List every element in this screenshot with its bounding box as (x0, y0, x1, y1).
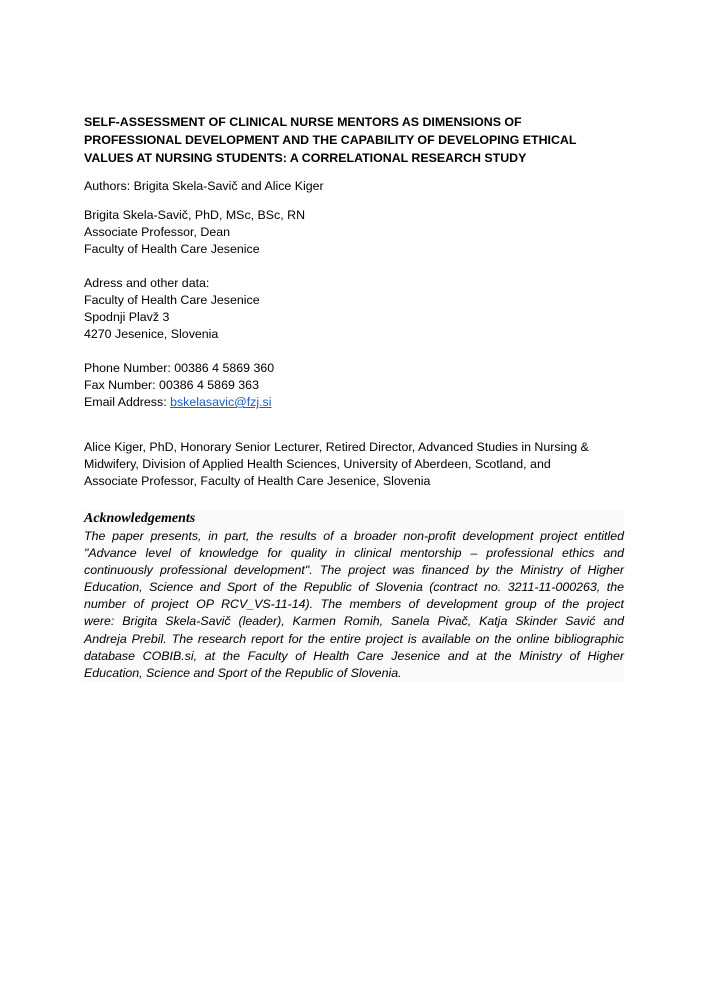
ack-line: continuously professional development". The project was financed by the Ministry of Higher (84, 563, 624, 578)
ack-line: Andreja Prebil. The research report for the entire project is available on the online bibliographic (84, 631, 624, 646)
title-line: VALUES AT NURSING STUDENTS: A CORRELATIONAL RESEARCH STUDY (84, 151, 527, 165)
address-line: Adress and other data: (84, 276, 210, 290)
author1-line: Faculty of Health Care Jesenice (84, 242, 260, 256)
email-link[interactable]: bskelasavic@fzj.si (170, 395, 272, 409)
acknowledgements-section (84, 510, 624, 682)
title-line: PROFESSIONAL DEVELOPMENT AND THE CAPABILITY OF DEVELOPING ETHICAL (84, 133, 577, 147)
author2-line: Alice Kiger, PhD, Honorary Senior Lecturer, Retired Director, Advanced Studies in Nursing & (84, 440, 589, 454)
authors-line: Authors: Brigita Skela-Savič and Alice Kiger (84, 179, 324, 193)
author2-line: Associate Professor, Faculty of Health Care Jesenice, Slovenia (84, 474, 431, 488)
title-line: SELF-ASSESSMENT OF CLINICAL NURSE MENTORS AS DIMENSIONS OF (84, 115, 522, 129)
fax-number: Fax Number: 00386 4 5869 363 (84, 378, 259, 392)
phone-number: Phone Number: 00386 4 5869 360 (84, 361, 275, 375)
address-line: Faculty of Health Care Jesenice (84, 293, 260, 307)
ack-line: database COBIB.si, at the Faculty of Health Care Jesenice and at the Ministry of Higher (84, 648, 624, 663)
author1-line: Associate Professor, Dean (84, 225, 231, 239)
ack-line: were: Brigita Skela-Savič (leader), Karmen Romih, Sanela Pivač, Katja Skinder Savić and (84, 614, 624, 629)
address-block (84, 275, 624, 343)
email-label: Email Address: (84, 395, 171, 409)
ack-line: "Advance level of knowledge for quality in clinical mentorship – professional ethics and (84, 546, 624, 561)
ack-line: Education, Science and Sport of the Republic of Slovenia. (84, 665, 402, 680)
author2-affiliation (84, 439, 624, 490)
address-line: 4270 Jesenice, Slovenia (84, 327, 219, 341)
acknowledgements-body (84, 528, 624, 682)
author1-line: Brigita Skela-Savič, PhD, MSc, BSc, RN (84, 208, 306, 222)
address-line: Spodnji Plavž 3 (84, 310, 170, 324)
ack-line: Education, Science and Sport of the Republic of Slovenia (contract no. 3211-11-000263, the (84, 580, 624, 595)
ack-line: The paper presents, in part, the results of a broader non-profit development project entitled (84, 529, 624, 543)
author2-line: Midwifery, Division of Applied Health Sciences, University of Aberdeen, Scotland, and (84, 457, 551, 471)
email-line (84, 394, 624, 411)
acknowledgements-heading: Acknowledgements (84, 511, 196, 526)
paper-title (84, 113, 624, 167)
author1-affiliation (84, 207, 624, 258)
ack-line: number of project OP RCV_VS-11-14). The members of development group of the project (84, 597, 624, 612)
paper-page (84, 113, 624, 682)
contact-block (84, 360, 624, 411)
